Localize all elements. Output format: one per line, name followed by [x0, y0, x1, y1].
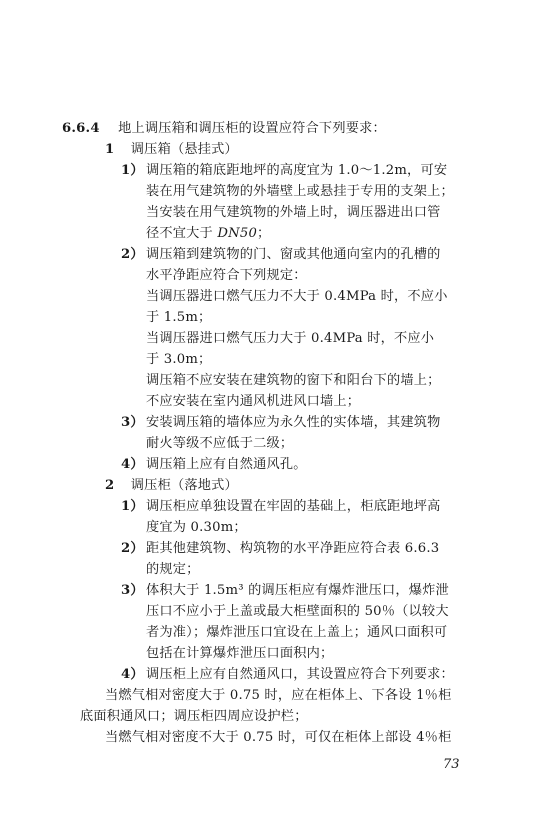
item-line: 装在用气建筑物的外墙壁上或悬挂于专用的支架上；: [146, 184, 454, 199]
item-line: 当调压器进口燃气压力大于 0.4MPa 时，不应小: [146, 331, 435, 346]
item-line: 者为准）；爆炸泄压口宜设在上盖上；通风口面积可: [146, 625, 448, 640]
item-number: 3）: [121, 583, 144, 598]
page-number: 73: [443, 757, 460, 772]
item-line: 调压箱到建筑物的门、窗或其他通向室内的孔槽的: [146, 247, 441, 262]
item-line: 调压柜应单独设置在牢固的基础上，柜底距地坪高: [146, 499, 441, 514]
item-line: 调压箱的箱底距地坪的高度宜为 1.0～1.2m，可安: [146, 163, 448, 178]
item-number: 2）: [121, 541, 144, 556]
tail-line: 底面积通风口；调压柜四周应设护栏；: [80, 709, 308, 724]
item-line: 的规定；: [146, 562, 200, 577]
item-line: 于 3.0m；: [146, 352, 212, 367]
section-title: 调压箱（悬挂式）: [130, 142, 238, 157]
item-line: 于 1.5m；: [146, 310, 212, 325]
item-line: 当调压器进口燃气压力不大于 0.4MPa 时，不应小: [146, 289, 448, 304]
item-line: 不应安装在室内通风机进风口墙上；: [146, 394, 361, 409]
section-1-heading: [105, 140, 238, 160]
section-2-heading: [105, 476, 238, 496]
item-number: 4）: [121, 457, 144, 472]
item-line: 压口不应小于上盖或最大柜壁面积的 50％（以较大: [146, 604, 449, 619]
tail-line: 当燃气相对密度大于 0.75 时，应在柜体上、下各设 1％柜: [105, 688, 452, 703]
item-line: 调压柜上应有自然通风口，其设置应符合下列要求：: [146, 667, 454, 682]
dn50-term: DN50: [217, 226, 258, 241]
item-number: 4）: [121, 667, 144, 682]
item-line: 当安装在用气建筑物的外墙上时，调压器进出口管: [146, 205, 441, 220]
clause-number: 6.6.4: [62, 121, 100, 136]
item-number: 1）: [121, 499, 144, 514]
item-line: 径不宜大于 DN50；: [146, 226, 271, 241]
item-number: 1）: [121, 163, 144, 178]
item-number: 2）: [121, 247, 144, 262]
item-line: 包括在计算爆炸泄压口面积内；: [146, 646, 334, 661]
tail-line: 当燃气相对密度不大于 0.75 时，可仅在柜体上部设 4％柜: [105, 730, 452, 745]
section-number: 1: [105, 142, 115, 157]
item-line: 调压箱不应安装在建筑物的窗下和阳台下的墙上；: [146, 373, 441, 388]
item-line: 耐火等级不应低于二级；: [146, 436, 294, 451]
item-line: 度宜为 0.30m；: [146, 520, 247, 535]
section-title: 调压柜（落地式）: [130, 478, 238, 493]
item-number: 3）: [121, 415, 144, 430]
item-line: 距其他建筑物、构筑物的水平净距应符合表 6.6.3: [146, 541, 440, 556]
section-number: 2: [105, 478, 115, 493]
item-line: 调压箱上应有自然通风孔。: [146, 457, 307, 472]
item-line: 安装调压箱的墙体应为永久性的实体墙，其建筑物: [146, 415, 441, 430]
clause-heading: [62, 119, 386, 139]
item-line: 体积大于 1.5m³ 的调压柜应有爆炸泄压口，爆炸泄: [146, 583, 449, 598]
clause-title: 地上调压箱和调压柜的设置应符合下列要求：: [118, 121, 386, 136]
item-line: 水平净距应符合下列规定：: [146, 268, 307, 283]
